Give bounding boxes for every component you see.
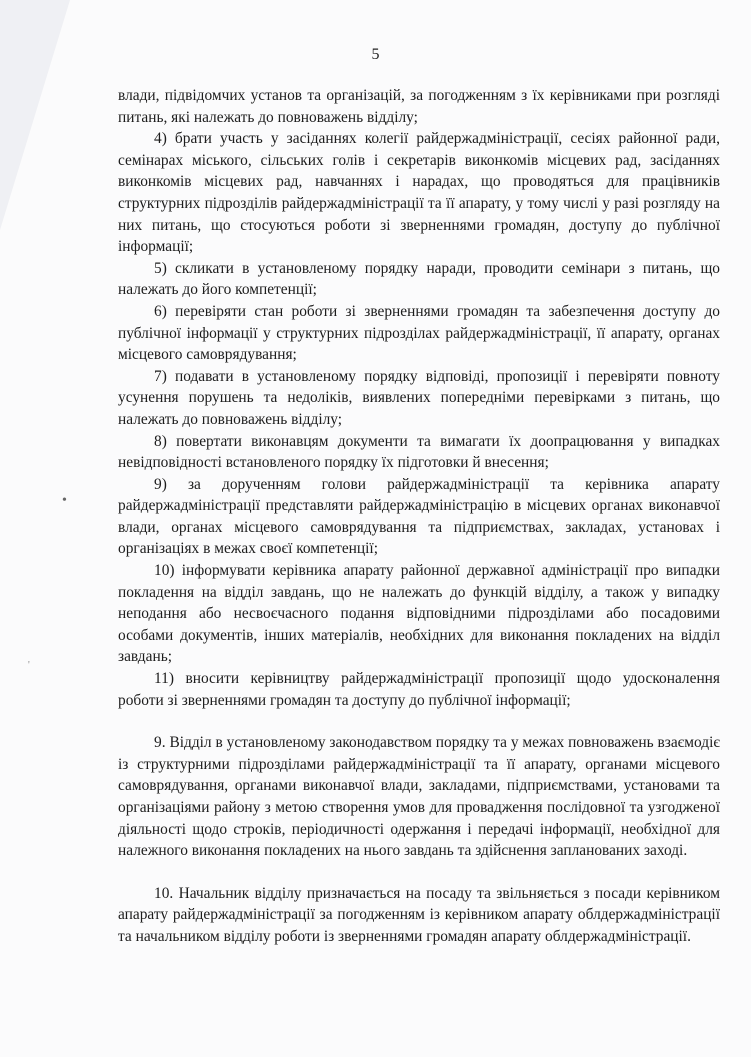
paragraph-continuation: влади, підвідомчих установ та організацій, за погодженням з їх керівниками при розгляді питань, які належать до повноважень відділу; bbox=[118, 87, 720, 126]
page-number: 5 bbox=[371, 46, 380, 63]
list-item-9: 9) за дорученням голови райдержадміністрації та керівника апарату райдержадміністрації представляти райдержадміністрацію в місцевих органах виконавчої влади, органах місцевого самоврядування та підприємствах, закладах, установах і організаціях в межах своєї компетенції; bbox=[118, 475, 720, 558]
list-item-10: 10) інформувати керівника апарату районної державної адміністрації про випадки покладення на відділ завдань, що не належать до функцій відділу, а також у випадку неподання або несвоєчасного подання відповідними підрозділами або посадовими особами документів, інших матеріалів, необхідних для виконання покладених на відділ завдань; bbox=[118, 562, 720, 666]
section-10: 10. Начальник відділу призначається на посаду та звільняється з посади керівником апарату райдержадміністрації за погодженням із керівником апарату облдержадміністрації та начальником відділу роботи із зверненнями громадян апарату облдержадміністрації. bbox=[118, 884, 720, 945]
margin-mark: ' bbox=[28, 660, 30, 671]
list-item-6: 6) перевіряти стан роботи зі зверненнями громадян та забезпечення доступу до публічної інформації у структурних підрозділах райдержадміністрації, її апарату, органах місцевого самоврядування; bbox=[118, 302, 720, 364]
list-item-11: 11) вносити керівництву райдержадміністрації пропозиції щодо удосконалення роботи зі зверненнями громадян та доступу до публічної інформації; bbox=[118, 670, 720, 709]
list-item-8: 8) повертати виконавцям документи та вимагати їх доопрацювання у випадках невідповідності встановленого порядку їх підготовки й внесення; bbox=[118, 432, 720, 472]
section-9: 9. Відділ в установленому законодавством порядку та у межах повноважень взаємодіє із структурними підрозділами райдержадміністрації та її апарату, органами місцевого самоврядування, органами виконавчої влади, закладами, підприємствами, установами та організаціями району з метою створення умов для провадження послідовної та узгодженої діяльності щодо строків, періодичності одержання і передачі інформації, необхідної для належного виконання покладених на нього завдань та здійснення запланованих заході. bbox=[118, 734, 720, 860]
document-body bbox=[118, 85, 720, 948]
list-item-5: 5) скликати в установленому порядку наради, проводити семінари з питань, що належать до його компетенції; bbox=[118, 259, 720, 299]
list-item-7: 7) подавати в установленому порядку відповіді, пропозиції і перевіряти повноту усунення порушень та недоліків, виявлених попередніми перевірками з питань, що належать до повноважень відділу; bbox=[118, 367, 720, 428]
margin-mark: • bbox=[62, 493, 67, 508]
paragraph-gap bbox=[118, 862, 720, 883]
page-fold-shadow bbox=[0, 0, 70, 230]
list-item-4: 4) брати участь у засіданнях колегії райдержадміністрації, сесіях районної ради, семінарах міського, сільських голів і секретарів виконкомів місцевих рад, засіданнях виконкомів місцевих рад, навчаннях і нарадах, що проводяться для працівників структурних підрозділів райдержадміністрації та її апарату, у тому числі у разі розгляду на них питань, що стосуються роботи зі зверненнями громадян, доступу до публічної інформації; bbox=[118, 130, 720, 256]
paragraph-gap bbox=[118, 711, 720, 732]
